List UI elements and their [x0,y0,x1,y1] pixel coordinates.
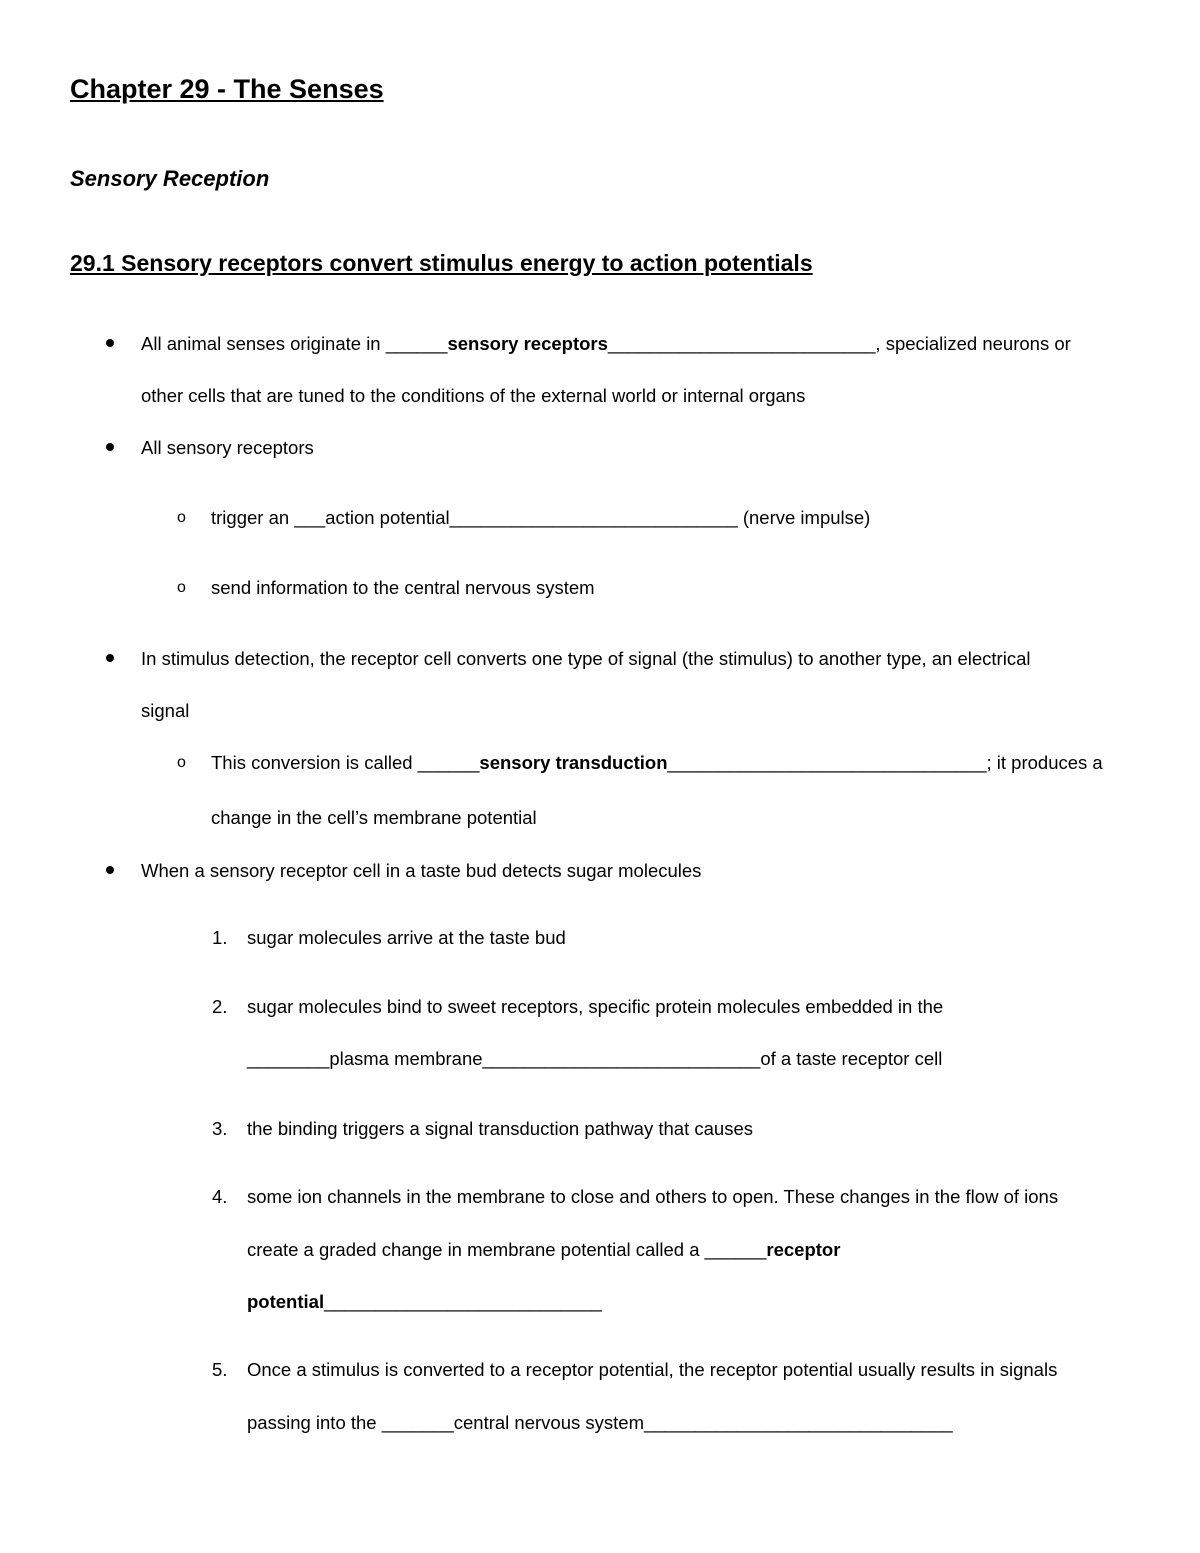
list-number: 2. [212,996,228,1017]
answer-text: sensory receptors [447,333,608,354]
list-item-5: Once a stimulus is converted to a receptor potential, the receptor potential usually results in signals [247,1359,1058,1380]
answer-text: central nervous system [453,1412,644,1433]
bullet-dot [106,443,114,451]
list-item-4: some ion channels in the membrane to close and others to open. These changes in the flow of ions [247,1186,1059,1207]
sub-bullet-2-1 [211,506,870,530]
sub-bullet-2-2: send information to the central nervous system [211,577,595,598]
list-item-5-continuation [247,1411,953,1435]
bullet-1-line [141,332,1071,356]
list-item-1: sugar molecules arrive at the taste bud [247,927,566,948]
bullet-4-line: When a sensory receptor cell in a taste bud detects sugar molecules [141,860,702,881]
text-segment: __________________________, specialized neurons or [607,333,1071,354]
text-segment: ______________________________ [643,1412,953,1433]
list-item-3: the binding triggers a signal transduction pathway that causes [247,1118,753,1139]
subtitle: Sensory Reception [70,166,270,191]
text-segment: This conversion is called ______ [211,752,480,773]
sub-bullet-marker: o [177,509,186,526]
answer-text: potential [247,1291,325,1312]
text-segment: _______________________________; it produces a [667,752,1103,773]
section-heading: 29.1 Sensory receptors convert stimulus energy to action potentials [70,250,813,276]
list-item-4-continuation [247,1238,840,1262]
list-number: 5. [212,1359,228,1380]
answer-text: sensory transduction [479,752,668,773]
bullet-dot [106,866,114,874]
list-item-2: sugar molecules bind to sweet receptors, specific protein molecules embedded in the [247,996,944,1017]
bullet-3-line: In stimulus detection, the receptor cell converts one type of signal (the stimulus) to another type, an electrical [141,648,1031,669]
text-segment: create a graded change in membrane potential called a ______ [247,1239,767,1260]
bullet-dot [106,654,114,662]
text-segment: ________ [247,1048,330,1069]
text-segment: trigger an ___ [211,507,326,528]
list-number: 3. [212,1118,228,1139]
chapter-title: Chapter 29 - The Senses [70,74,384,104]
list-item-4-continuation-2 [247,1290,602,1314]
text-segment: ___________________________ [324,1291,602,1312]
text-segment: passing into the _______ [247,1412,454,1433]
answer-text: receptor [766,1239,841,1260]
bullet-3-continuation: signal [141,700,190,721]
answer-text: plasma membrane [329,1048,483,1069]
bullet-2-line: All sensory receptors [141,437,314,458]
sub-bullet-3-1 [211,751,1103,775]
sub-bullet-marker: o [177,754,186,771]
bullet-dot [106,339,114,347]
sub-bullet-marker: o [177,579,186,596]
answer-text: action potential [325,507,450,528]
bullet-1-continuation: other cells that are tuned to the conditions of the external world or internal organs [141,385,806,406]
list-number: 4. [212,1186,228,1207]
list-item-2-continuation [247,1047,942,1071]
text-segment: ___________________________of a taste receptor cell [482,1048,943,1069]
text-segment: All animal senses originate in ______ [141,333,448,354]
list-number: 1. [212,927,228,948]
text-segment: ____________________________ (nerve impulse) [449,507,871,528]
sub-bullet-3-1-continuation: change in the cell’s membrane potential [211,807,537,828]
